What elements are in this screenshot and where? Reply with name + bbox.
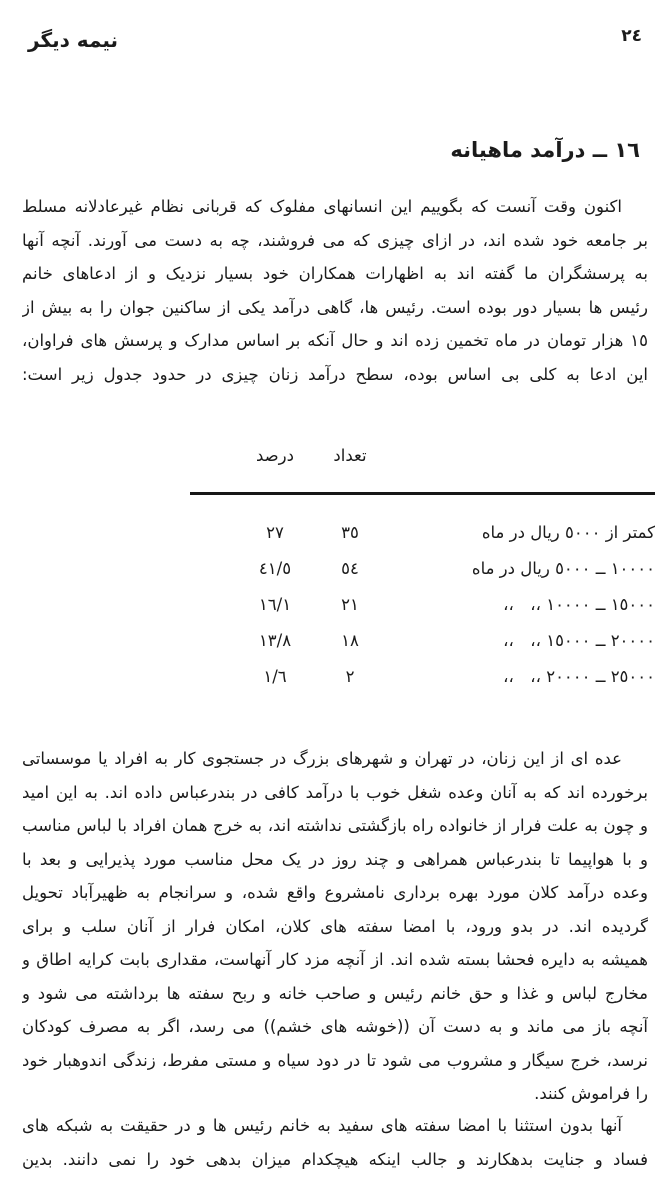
col-header-count: تعداد bbox=[333, 445, 367, 465]
text-line: را فراموش کنند. bbox=[534, 1084, 648, 1103]
table-header-row bbox=[190, 440, 655, 470]
row-percent: ١٦/١ bbox=[258, 594, 292, 614]
table-row bbox=[190, 550, 655, 586]
row-percent: ٢٧ bbox=[266, 522, 284, 542]
table-row bbox=[190, 622, 655, 658]
row-count: ٥٤ bbox=[341, 558, 359, 578]
income-table bbox=[190, 440, 655, 694]
row-label: ٢٠٠٠٠ ــ ١٥٠٠٠ ،، ،، bbox=[503, 630, 655, 650]
row-label: ٢٥٠٠٠ ــ ٢٠٠٠٠ ،، ،، bbox=[503, 666, 655, 686]
text-line: همیشه به دایره فحشا بسته شده اند. از آنچه مزد کار آنهاست، مقداری بابت کرایه اطاق و bbox=[22, 950, 648, 969]
row-count: ٣٥ bbox=[341, 522, 359, 542]
text-line: بر جامعه خود شده اند، در ازای چیزی که می فروشند، چه به دست می آورند. آنچه آنها bbox=[22, 230, 648, 250]
text-line: رئیس ها بسیار دور بوده است. رئیس ها، گاهی درآمد یکی از ساکنین جوان را به بیش از bbox=[22, 297, 648, 317]
text-line: برخورده اند که به آنان وعده شغل خوب با درآمد کافی در بندرعباس داده اند. به این امید bbox=[22, 782, 648, 802]
text-line: نرسد، خرج سیگار و مشروب می شود تا در دود سیاه و مستی مفرط، زندگی اندوهبار خود bbox=[22, 1050, 648, 1070]
text-line: عده ای از این زنان، در تهران و شهرهای بزرگ در جستجوی کار به افراد یا موسساتی bbox=[22, 749, 622, 768]
row-count: ١٨ bbox=[341, 630, 359, 650]
row-count: ٢ bbox=[345, 666, 355, 686]
row-label: کمتر از ٥٠٠٠ ریال در ماه bbox=[481, 522, 655, 542]
row-percent: ١٣/٨ bbox=[258, 630, 292, 650]
col-header-percent: درصد bbox=[256, 445, 294, 465]
section-heading: ١٦ ــ درآمد ماهیانه bbox=[450, 138, 640, 162]
row-label: ١٠٠٠٠ ــ ٥٠٠٠ ریال در ماه bbox=[471, 558, 655, 578]
page-number: ٢٤ bbox=[621, 26, 642, 46]
text-line: اکنون وقت آنست که بگوییم این انسانهای مفلوک که قربانی نظام غیرعادلانه مسلط bbox=[22, 197, 622, 216]
row-percent: ٤١/٥ bbox=[258, 558, 292, 578]
row-count: ٢١ bbox=[341, 594, 359, 614]
row-percent: ١/٦ bbox=[263, 666, 287, 686]
text-line: این ادعا به کلی بی اساس بوده، سطح درآمد زنان چیزی در حدود جدول زیر است: bbox=[22, 364, 648, 384]
text-line: مخارج لباس و غذا و حق خانم رئیس و صاحب خانه و ربح سفته ها برداشته می شود و bbox=[22, 983, 648, 1003]
paragraph-2 bbox=[22, 742, 648, 1111]
table-row bbox=[190, 514, 655, 550]
text-line: ١٥ هزار تومان در ماه تخمین زده اند و حال آنکه بر اساس مدارک و پرسش های فراوان، bbox=[22, 331, 648, 350]
text-line: و با هواپیما تا بندرعباس همراهی و چند روز در یک محل مناسب مورد پذیرایی و بعد با bbox=[22, 849, 648, 869]
text-line: گردیده اند. در بدو ورود، با امضا سفته های کلان، امکان فرار از آنان سلب و برای bbox=[22, 916, 648, 936]
text-line: و چون به علت فرار از خانواده راه بازگشتی نداشته اند، به خرج همان افراد با لباس مناسب bbox=[22, 816, 648, 835]
table-body bbox=[190, 514, 655, 694]
text-line: فساد و جنایت بدهکارند و جالب اینکه هیچکدام میزان بدهی خود را نمی دانند. بدین bbox=[22, 1149, 648, 1169]
table-row bbox=[190, 586, 655, 622]
table-row bbox=[190, 658, 655, 694]
paragraph-1 bbox=[22, 190, 648, 391]
text-line: آنها بدون استثنا با امضا سفته های سفید به خانم رئیس ها و در حقیقت به شبکه های bbox=[22, 1116, 622, 1135]
text-line: به پرسشگران ما گفته اند به اظهارات همکاران خود بسیار نزدیک و از ادعاهای خانم bbox=[22, 264, 648, 283]
paragraph-3 bbox=[22, 1109, 648, 1176]
table-rule bbox=[190, 492, 655, 495]
running-title: نیمه دیگر bbox=[28, 28, 119, 52]
text-line: وعده درآمد کلان مورد بهره برداری نامشروع واقع شده، و سرانجام به ظهیرآباد تحویل bbox=[22, 883, 648, 902]
text-line: آنچه باز می ماند و به دست آن ((خوشه های خشم)) می رسد، اگر به مصرف کودکان bbox=[22, 1017, 648, 1036]
row-label: ١٥٠٠٠ ــ ١٠٠٠٠ ،، ،، bbox=[503, 594, 655, 614]
